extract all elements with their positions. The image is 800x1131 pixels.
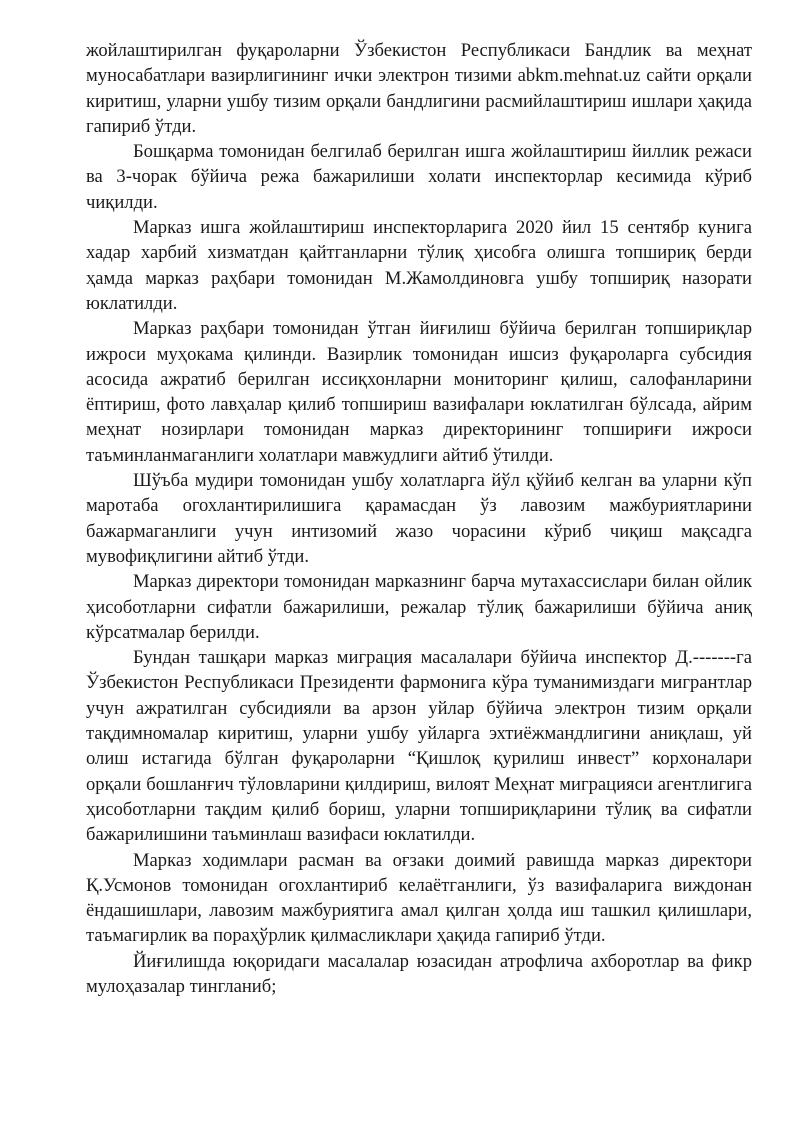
paragraph: жойлаштирилган фуқароларни Ўзбекистон Республикаси Бандлик ва меҳнат муносабатлари вазирлигининг ички электрон тизими abkm.mehnat.uz сайти орқали киритиш, уларни ушбу тизим орқали бандлигини расмийлаштириш ишлари ҳақида гапириб ўтди. xyxy=(86,40,752,137)
paragraph: Марказ ходимлари расман ва оғзаки доимий равишда марказ директори Қ.Усмонов томонидан огохлантириб келаётганлиги, ўз вазифаларига виждонан ёндашишлари, лавозим мажбуриятига амал қилган ҳолда иш ташкил қилишлари, таъмагирлик ва пораҳўрлик қилмасликлари ҳақида гапириб ўтди. xyxy=(86,849,752,947)
paragraph: Марказ раҳбари томонидан ўтган йиғилиш бўйича берилган топшириқлар ижроси муҳокама қилинди. Вазирлик томонидан ишсиз фуқароларга субсидия асосида ажратиб берилган иссиқхонларни мониторинг қилиш, салофанларини ёптириш, фото лавҳалар қилиб топшириш вазифалари юклатилган бўлсада, айрим меҳнат нозирлари томонидан марказ директорининг топшириғи ижроси таъминланмаганлиги холатлари мавжудлиги айтиб ўтилди. xyxy=(86,318,752,466)
paragraph: Йиғилишда юқоридаги масалалар юзасидан атрофлича ахборотлар ва фикр мулоҳазалар тингланиб; xyxy=(86,950,752,997)
paragraph: Шўъба мудири томонидан ушбу холатларга йўл қўйиб келган ва уларни кўп маротаба огохлантирилишига қарамасдан ўз лавозим мажбуриятларини бажармаганлиги учун интизомий жазо чорасини кўриб чиқиш мақсадга мувофиқлигини айтиб ўтди. xyxy=(86,470,752,567)
paragraph: Бундан ташқари марказ миграция масалалари бўйича инспектор Д.-------га Ўзбекистон Республикаси Президенти фармонига кўра туманимиздаги мигрантлар учун ажратилган субсидияли ва арзон уйлар бўйича электрон тизим орқали тақдимномалар киритиш, уларни ушбу уйларга эхтиёжмандлигини аниқлаш, уй олиш истагида бўлган фуқароларни “Қишлоқ қурилиш инвест” корхоналари орқали бошланғич тўловларини қилдириш, вилоят Меҳнат миграцияси агентлигига ҳисоботларни тақдим қилиб бориш, уларни топшириқларини тўлиқ ва сифатли бажарилишини таъминлаш вазифаси юклатилди. xyxy=(86,647,752,846)
document-body xyxy=(86,38,752,999)
paragraph: Бошқарма томонидан белгилаб берилган ишга жойлаштириш йиллик режаси ва 3-чорак бўйича режа бажарилиши холати инспекторлар кесимида кўриб чиқилди. xyxy=(86,141,752,213)
paragraph: Марказ ишга жойлаштириш инспекторларига 2020 йил 15 сентябр кунига хадар харбий хизматдан қайтганларни тўлиқ ҳисобга олишга топшириқ берди ҳамда марказ раҳбари томонидан М.Жамолдиновга ушбу топшириқ назорати юклатилди. xyxy=(86,217,752,314)
paragraph: Марказ директори томонидан марказнинг барча мутахассислари билан ойлик ҳисоботларни сифатли бажарилиши, режалар тўлиқ бажарилиши бўйича аниқ кўрсатмалар берилди. xyxy=(86,571,752,643)
